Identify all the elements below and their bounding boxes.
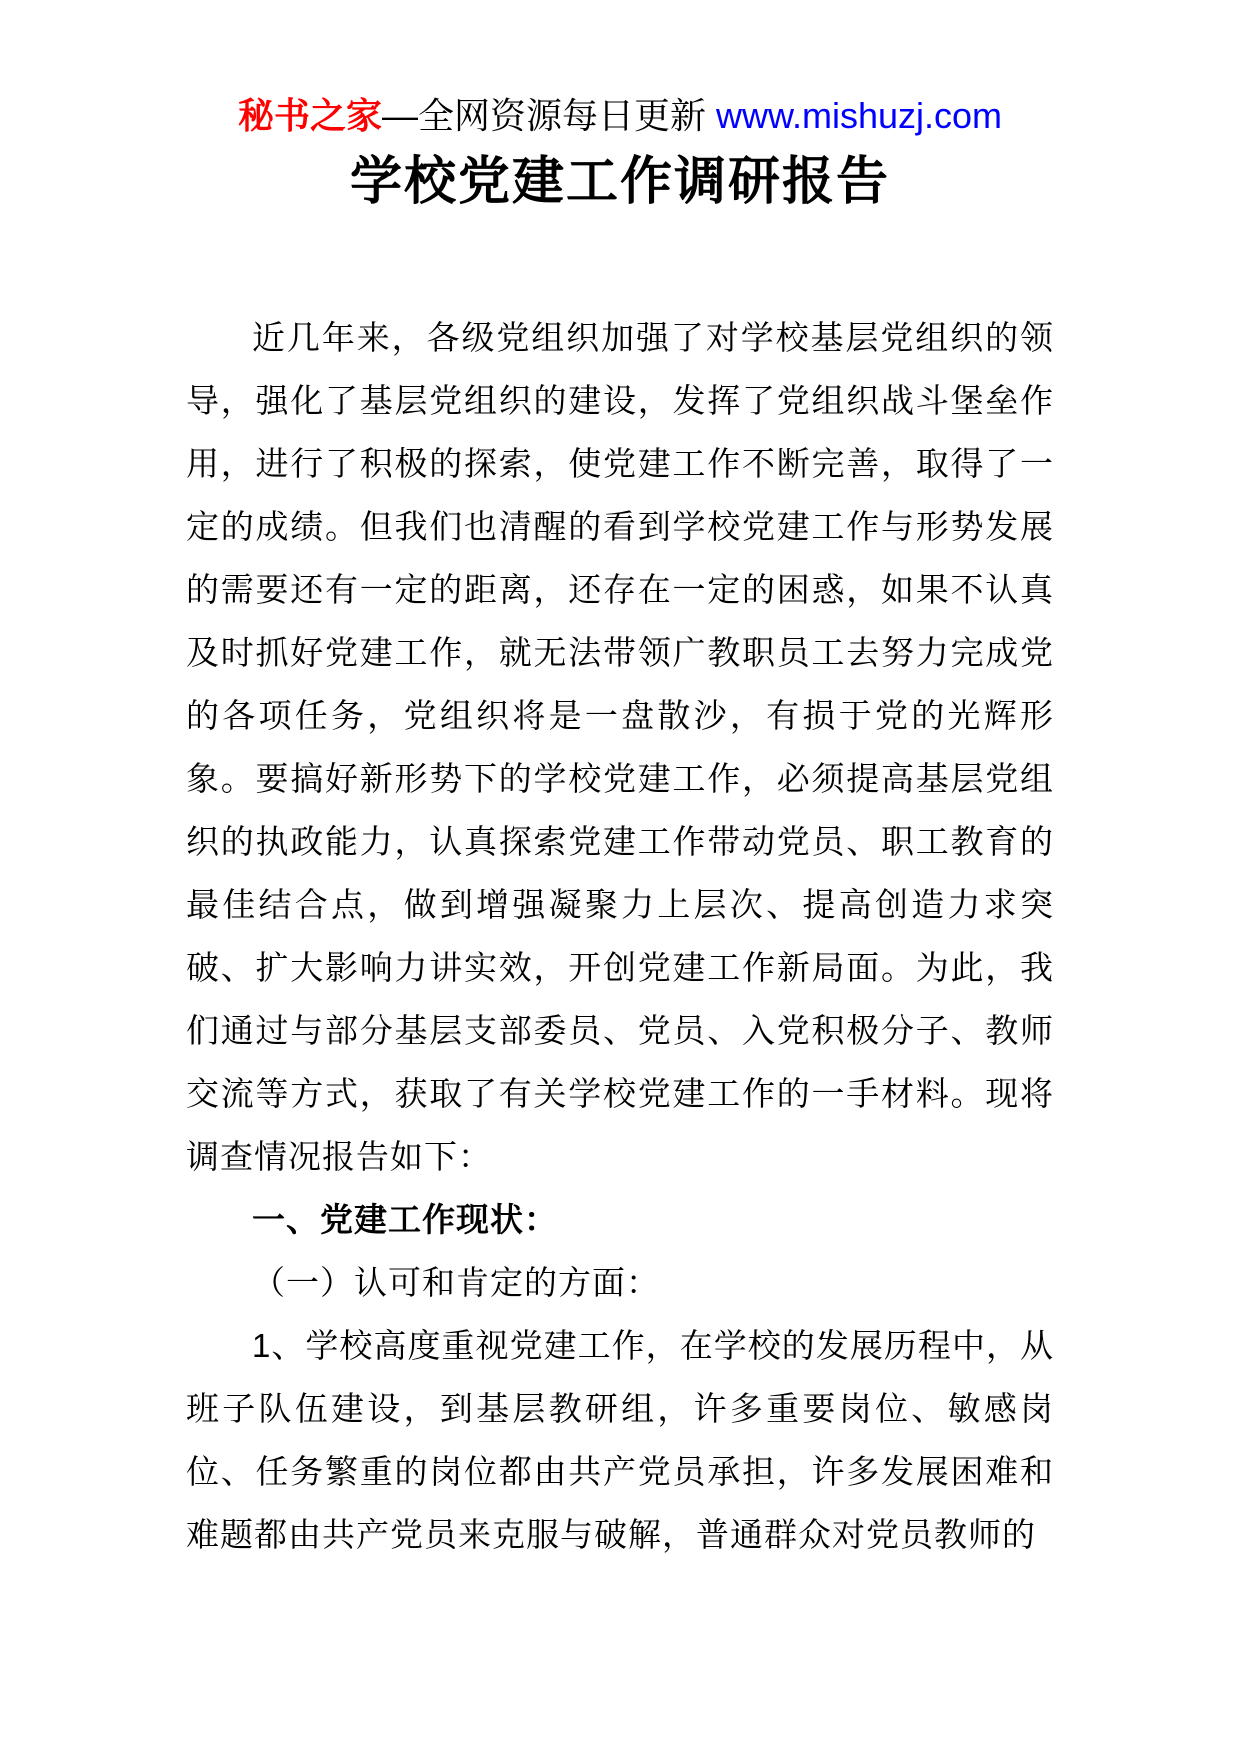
document-body — [186, 306, 1054, 1566]
subsection-heading-recognized-aspects: （一）认可和肯定的方面： — [252, 1264, 660, 1301]
section-heading-current-status: 一、党建工作现状： — [252, 1201, 558, 1238]
brand-name: 秘书之家 — [237, 95, 382, 136]
site-url-link[interactable]: www.mishuzj.com — [715, 95, 1003, 136]
document-title: 学校党建工作调研报告 — [349, 153, 890, 211]
paragraph-point-1: 1、学校高度重视党建工作，在学校的发展历程中，从班子队伍建设，到基层教研组，许多重要岗位、敏感岗位、任务繁重的岗位都由共产党员承担，许多发展困难和难题都由共产党员来克服与破解，普通群众对党员教师的 — [186, 1327, 1054, 1553]
page-header — [0, 0, 1240, 138]
header-tagline: —全网资源每日更新 — [381, 95, 716, 136]
paragraph-intro: 近几年来，各级党组织加强了对学校基层党组织的领导，强化了基层党组织的建设，发挥了党组织战斗堡垒作用，进行了积极的探索，使党建工作不断完善，取得了一定的成绩。但我们也清醒的看到学校党建工作与形势发展的需要还有一定的距离，还存在一定的困惑，如果不认真及时抓好党建工作，就无法带领广教职员工去努力完成党的各项任务，党组织将是一盘散沙，有损于党的光辉形象。要搞好新形势下的学校党建工作，必须提高基层党组织的执政能力，认真探索党建工作带动党员、职工教育的最佳结合点，做到增强凝聚力上层次、提高创造力求突破、扩大影响力讲实效，开创党建工作新局面。为此，我们通过与部分基层支部委员、党员、入党积极分子、教师交流等方式，获取了有关学校党建工作的一手材料。现将调查情况报告如下： — [186, 319, 1054, 1175]
